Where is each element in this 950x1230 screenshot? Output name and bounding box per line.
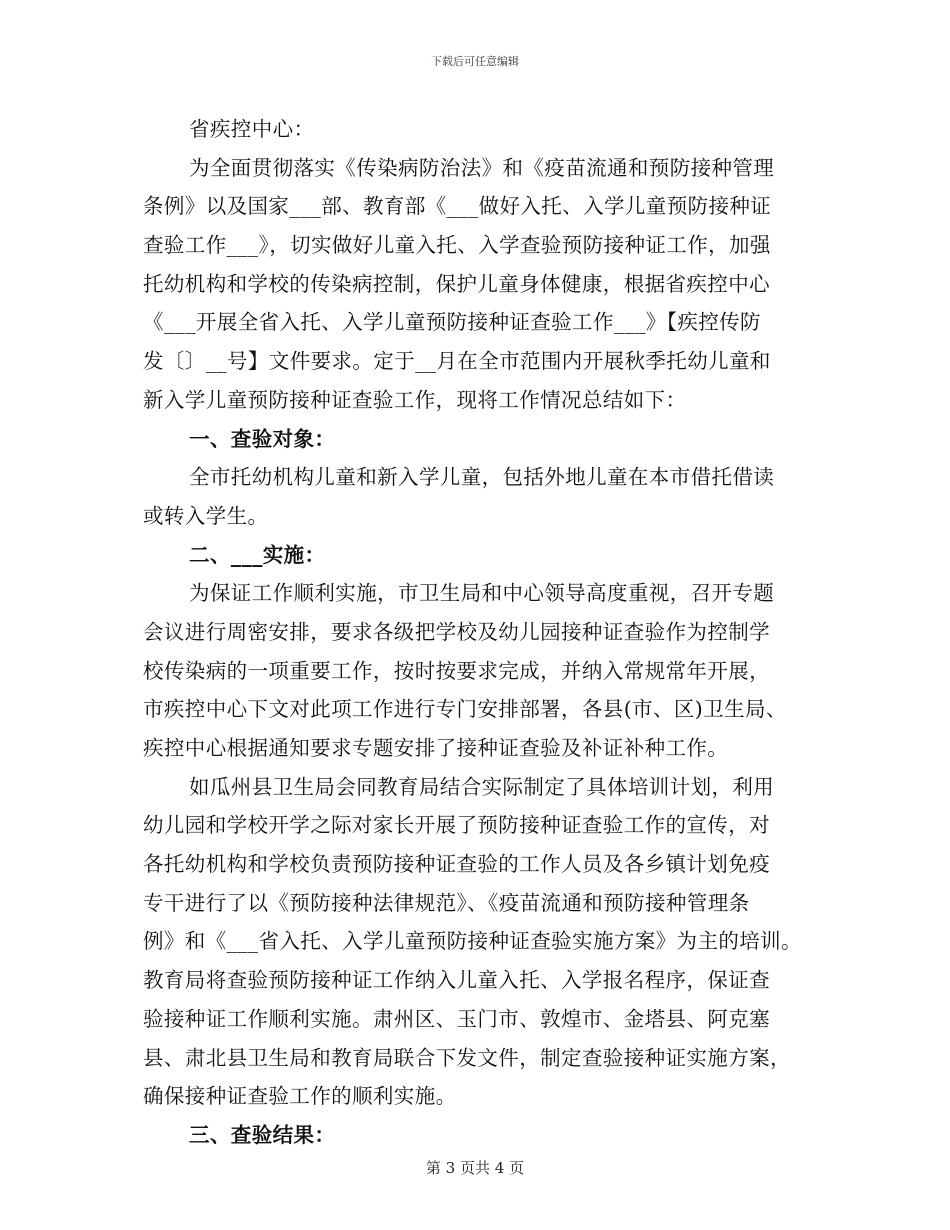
text-line: 全市托幼机构儿童和新入学儿童，包括外地儿童在本市借托借读 xyxy=(189,465,775,490)
text-line: 各托幼机构和学校负责预防接种证查验的工作人员及各乡镇计划免疫 xyxy=(143,852,770,877)
text-line: 如瓜州县卫生局会同教育局结合实际制定了具体培训计划，利用 xyxy=(189,774,775,799)
page-footer: 第 3 页共 4 页 xyxy=(425,1159,525,1177)
text-line: 托幼机构和学校的传染病控制，保护儿童身体健康，根据省疾控中心 xyxy=(143,271,770,296)
text-line: 会议进行周密安排，要求各级把学校及幼儿园接种证查验作为控制学 xyxy=(143,619,770,644)
text-line: 确保接种证查验工作的顺利实施。 xyxy=(143,1084,457,1109)
text-line: 验接种证工作顺利实施。肃州区、玉门市、敦煌市、金塔县、阿克塞 xyxy=(143,1006,770,1031)
section-heading: 三、查验结果： xyxy=(189,1122,336,1147)
text-line: 为全面贯彻落实《传染病防治法》和《疫苗流通和预防接种管理 xyxy=(189,155,775,180)
text-line: 为保证工作顺利实施，市卫生局和中心领导高度重视，召开专题 xyxy=(189,581,775,606)
text-line: 市疾控中心下文对此项工作进行专门安排部署，各县(市、区)卫生局、 xyxy=(143,697,787,722)
text-line: 或转入学生。 xyxy=(143,503,269,528)
text-line: 校传染病的一项重要工作，按时按要求完成，并纳入常规常年开展， xyxy=(143,658,770,683)
text-line: 疾控中心根据通知要求专题安排了接种证查验及补证补种工作。 xyxy=(143,736,729,760)
text-line: 县、肃北县卫生局和教育局联合下发文件，制定查验接种证实施方案， xyxy=(143,1045,791,1070)
page-header: 下载后可任意编辑 xyxy=(431,55,519,68)
text-line: 条例》以及国家___部、教育部《___做好入托、入学儿童预防接种证 xyxy=(143,194,772,219)
text-line: 《___开展全省入托、入学儿童预防接种证查验工作___》【疾控传防 xyxy=(143,310,761,335)
document-body xyxy=(143,110,813,1155)
text-line: 新入学儿童预防接种证查验工作，现将工作情况总结如下： xyxy=(143,387,687,412)
text-line: 发〔〕__号】文件要求。定于__月在全市范围内开展秋季托幼儿童和 xyxy=(143,349,771,374)
text-line: 例》和《___省入托、入学儿童预防接种证查验实施方案》为主的培训。 xyxy=(143,929,802,954)
text-line: 专干进行了以《预防接种法律规范》、《疫苗流通和预防接种管理条 xyxy=(143,890,750,915)
text-line: 幼儿园和学校开学之际对家长开展了预防接种证查验工作的宣传，对 xyxy=(143,813,770,838)
section-heading: 一、查验对象： xyxy=(189,426,336,451)
text-line: 查验工作___》，切实做好儿童入托、入学查验预防接种证工作，加强 xyxy=(143,233,771,258)
text-line: 省疾控中心： xyxy=(189,117,315,141)
section-heading: 二、___实施： xyxy=(189,542,326,567)
text-line: 教育局将查验预防接种证工作纳入儿童入托、入学报名程序，保证查 xyxy=(143,968,770,993)
